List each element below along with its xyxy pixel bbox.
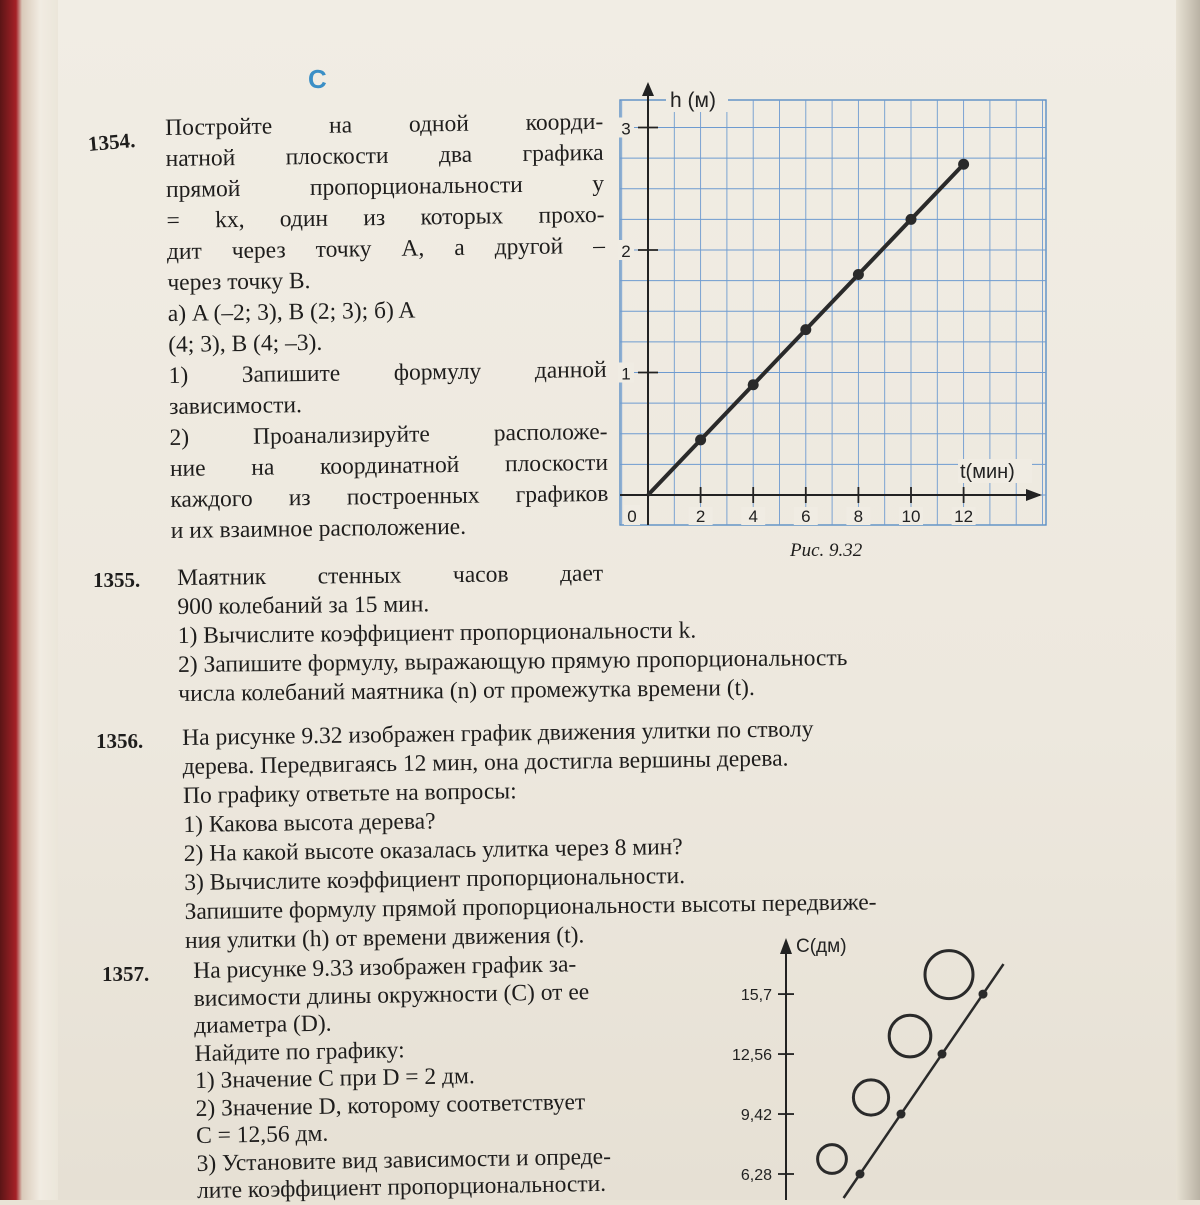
circle-illustration [853, 1080, 888, 1115]
y-axis-arrow [642, 82, 654, 96]
text-line: ние на координатной плоскости [169, 449, 609, 482]
text-line: = kx, один из которых прохо- [166, 201, 605, 234]
text-line: Запишите формулу прямой пропорциональности высоты передвиже- [184, 889, 877, 925]
data-point [897, 1110, 906, 1119]
figure-9-33-chart [700, 930, 1040, 1200]
text-line: а) A (–2; 3), B (2; 3); б) A [167, 297, 416, 327]
y-axis-label: C(дм) [796, 936, 847, 957]
text-line: (4; 3), B (4; –3). [168, 329, 323, 358]
text-line: каждого из построенных графиков [170, 480, 609, 513]
problem-number-1356: 1356. [96, 729, 144, 753]
circle-illustration [889, 1015, 931, 1057]
text-line: 3) Установите вид зависимости и опреде- [196, 1143, 612, 1177]
text-line: 2) На какой высоте оказалась улитка через 8 мин? [183, 834, 683, 867]
text-line: 1) Вычислите коэффициент пропорциональности k. [177, 617, 697, 649]
text-line: 1) Запишите формулу данной [168, 356, 607, 389]
text-line: C = 12,56 дм. [195, 1120, 329, 1149]
y-tick-label: 3 [621, 119, 631, 139]
x-axis-arrow [1026, 489, 1042, 501]
data-point [958, 159, 969, 170]
data-point [856, 1170, 865, 1179]
text-line: висимости длины окружности (C) от ее [193, 978, 590, 1012]
x-tick-label: 8 [853, 507, 864, 526]
x-tick-label: 4 [748, 507, 758, 526]
figure-9-32-chart [600, 70, 1050, 540]
page-stack-edge [1176, 0, 1200, 1200]
data-point [853, 269, 864, 280]
text-line: Постройте на одной коорди- [165, 108, 604, 141]
problem-number-1357: 1357. [102, 962, 150, 986]
circle-illustration [925, 951, 973, 999]
data-point [979, 990, 988, 999]
y-axis-arrow [780, 938, 792, 954]
text-line: 2) Проанализируйте расположе- [169, 418, 608, 451]
text-line: Маятник стенных часов дает [177, 560, 604, 591]
data-point [906, 214, 917, 225]
text-line: ния улитки (h) от времени движения (t). [184, 922, 585, 954]
section-letter: C [308, 64, 327, 94]
text-line: и их взаимное расположение. [170, 513, 467, 544]
problem-1354-text [165, 107, 609, 547]
problem-1356-text [182, 714, 877, 956]
y-tick-label: 12,56 [731, 1047, 772, 1065]
text-line: Найдите по графику: [194, 1036, 405, 1067]
text-line: зависимости. [168, 392, 303, 420]
book-spine-edge [0, 0, 58, 1200]
text-line: прямой пропорциональности y [165, 170, 605, 203]
text-line: числа колебаний маятника (n) от промежутка времени (t). [178, 674, 755, 707]
x-tick-label: 2 [695, 507, 706, 526]
text-line: диаметра (D). [193, 1010, 332, 1039]
data-point [938, 1050, 947, 1059]
text-line: 1) Какова высота дерева? [183, 808, 436, 838]
problem-number-1355: 1355. [93, 568, 141, 592]
problem-1355-text [177, 557, 848, 709]
data-point [695, 434, 706, 445]
text-line: 2) Значение D, которому соответствует [195, 1088, 586, 1122]
problem-1357-text [193, 951, 612, 1205]
y-axis-label: h (м) [670, 89, 716, 112]
text-line: натной плоскости два графика [165, 139, 604, 172]
text-line: лите коэффициент пропорциональности. [196, 1170, 607, 1204]
text-line: дерева. Передвигаясь 12 мин, она достигла вершины дерева. [182, 745, 789, 780]
y-tick-label: 2 [621, 242, 631, 261]
text-line: 900 колебаний за 15 мин. [177, 591, 430, 620]
data-point [800, 324, 811, 335]
x-tick-label: 6 [801, 507, 811, 526]
figure-caption: Рис. 9.32 [790, 540, 863, 561]
text-line: На рисунке 9.33 изображен график за- [193, 951, 577, 984]
x-tick-label: 10 [901, 507, 921, 526]
x-axis-label: t(мин) [960, 461, 1015, 483]
y-tick-label: 1 [621, 364, 631, 384]
text-line: через точку B. [167, 267, 311, 296]
text-line: 3) Вычислите коэффициент пропорциональности. [184, 862, 686, 896]
circle-illustration [818, 1145, 847, 1174]
x-tick-label: 12 [954, 507, 974, 526]
y-tick-label: 9,42 [740, 1107, 772, 1125]
origin-label: 0 [627, 507, 637, 526]
text-line: По графику ответьте на вопросы: [182, 778, 517, 809]
data-point [748, 379, 759, 390]
problem-number-1354: 1354. [87, 127, 137, 157]
text-line: На рисунке 9.32 изображен график движения улитки по стволу [182, 716, 814, 751]
y-tick-label: 15,7 [740, 987, 772, 1005]
text-line: дит через точку A, а другой – [166, 232, 606, 265]
text-line: 1) Значение C при D = 2 дм. [194, 1063, 475, 1094]
text-line: 2) Запишите формулу, выражающую прямую пропорциональность [177, 644, 848, 678]
y-tick-label: 6,28 [740, 1167, 772, 1184]
